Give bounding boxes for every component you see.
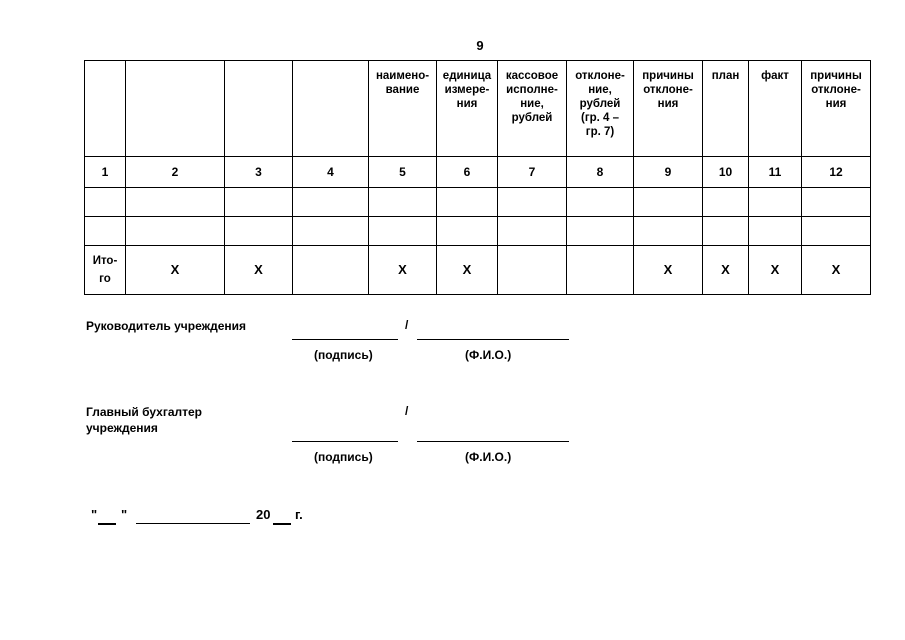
column-number-cell: 3 (225, 157, 293, 188)
total-cell (293, 246, 369, 295)
total-cell (498, 246, 567, 295)
head-signature-caption: (подпись) (314, 348, 373, 362)
accountant-signature-caption: (подпись) (314, 450, 373, 464)
table-cell (437, 217, 498, 246)
table-cell (749, 188, 802, 217)
column-header: кассовое исполне- ние, рублей (498, 61, 567, 157)
date-year-prefix: 20 (256, 507, 271, 522)
table-cell (498, 217, 567, 246)
table-cell (498, 188, 567, 217)
table-cell (703, 217, 749, 246)
column-number-cell: 2 (126, 157, 225, 188)
total-row (85, 246, 871, 295)
column-header: факт (749, 61, 802, 157)
column-header: причины отклоне- ния (634, 61, 703, 157)
total-label-cell: Ито- го (85, 246, 126, 295)
column-number-cell: 8 (567, 157, 634, 188)
column-number-cell: 11 (749, 157, 802, 188)
column-header: причины отклоне- ния (802, 61, 871, 157)
date-day-line (98, 523, 116, 525)
column-header (225, 61, 293, 157)
head-signature-line (292, 339, 398, 340)
date-year-line (273, 523, 291, 525)
column-number-cell: 7 (498, 157, 567, 188)
column-header (85, 61, 126, 157)
accountant-name-caption: (Ф.И.О.) (465, 450, 512, 464)
total-cell: X (703, 246, 749, 295)
total-cell: X (225, 246, 293, 295)
table-cell (802, 188, 871, 217)
table-cell (225, 188, 293, 217)
column-number-cell: 9 (634, 157, 703, 188)
table-cell (126, 217, 225, 246)
table-cell (225, 217, 293, 246)
page-number: 9 (476, 38, 484, 53)
column-number-row (85, 157, 871, 188)
column-number-cell: 10 (703, 157, 749, 188)
table-header-row (85, 61, 871, 157)
table-cell (749, 217, 802, 246)
total-cell: X (749, 246, 802, 295)
column-header (293, 61, 369, 157)
column-number-cell: 1 (85, 157, 126, 188)
column-header: план (703, 61, 749, 157)
column-header (126, 61, 225, 157)
column-header: отклоне- ние, рублей (гр. 4 – гр. 7) (567, 61, 634, 157)
date-year-suffix: г. (295, 507, 303, 522)
date-month-line (136, 523, 250, 524)
table-row (85, 188, 871, 217)
table-cell (437, 188, 498, 217)
date-open-quote: " (91, 507, 98, 522)
table-row (85, 217, 871, 246)
table-cell (703, 188, 749, 217)
column-header: наимено- вание (369, 61, 437, 157)
accountant-signature-line (292, 441, 398, 442)
table-cell (567, 217, 634, 246)
date-close-quote: " (121, 507, 128, 522)
table-cell (293, 188, 369, 217)
table-cell (634, 188, 703, 217)
table-cell (802, 217, 871, 246)
table-cell (369, 188, 437, 217)
column-header: единица измере- ния (437, 61, 498, 157)
head-name-line (417, 339, 569, 340)
total-cell: X (126, 246, 225, 295)
column-number-cell: 4 (293, 157, 369, 188)
total-cell (567, 246, 634, 295)
chief-accountant-label-line2: учреждения (86, 421, 158, 435)
total-cell: X (369, 246, 437, 295)
total-cell: X (802, 246, 871, 295)
accountant-slash: / (405, 404, 409, 418)
accountant-name-line (417, 441, 569, 442)
head-of-institution-label: Руководитель учреждения (86, 319, 247, 333)
chief-accountant-label-line1: Главный бухгалтер (86, 405, 203, 419)
report-table (84, 60, 871, 295)
total-cell: X (634, 246, 703, 295)
table-cell (369, 217, 437, 246)
table-cell (85, 188, 126, 217)
column-number-cell: 12 (802, 157, 871, 188)
total-cell: X (437, 246, 498, 295)
table-cell (85, 217, 126, 246)
column-number-cell: 5 (369, 157, 437, 188)
head-name-caption: (Ф.И.О.) (465, 348, 512, 362)
table-cell (567, 188, 634, 217)
column-number-cell: 6 (437, 157, 498, 188)
table-cell (293, 217, 369, 246)
table-cell (634, 217, 703, 246)
head-slash: / (405, 318, 409, 332)
table-cell (126, 188, 225, 217)
